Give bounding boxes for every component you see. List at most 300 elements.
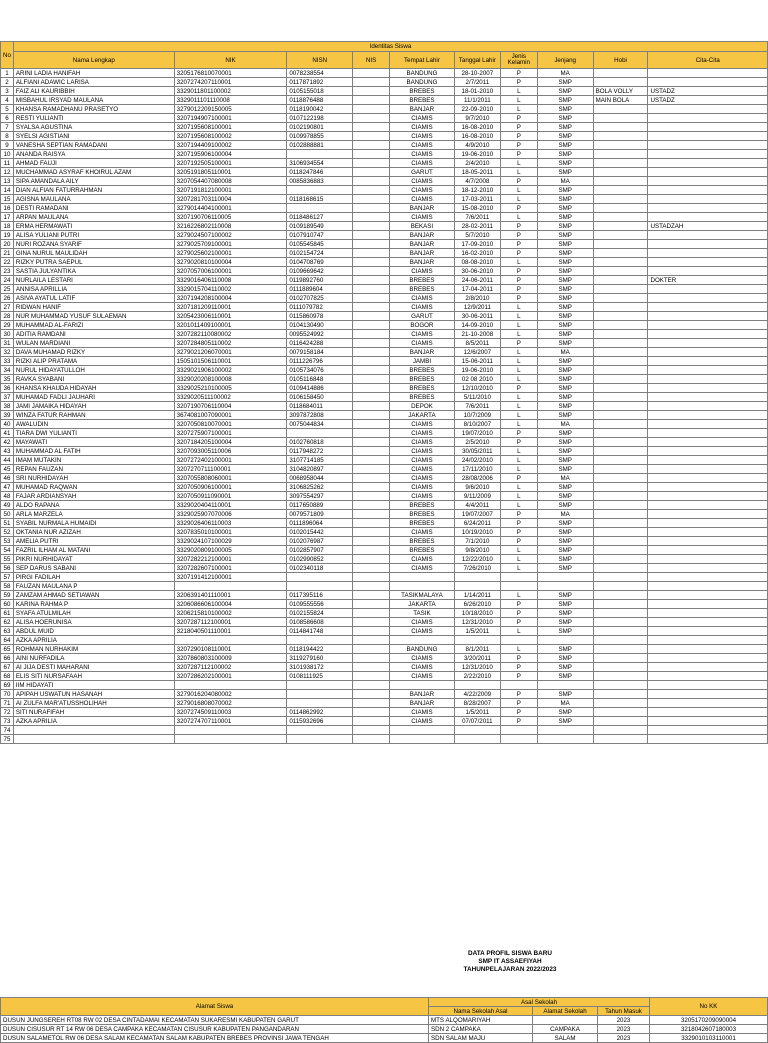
row-nisn: 0111889604: [287, 285, 353, 294]
row-tanggal-lahir: 14-09-2010: [454, 321, 500, 330]
row-jenjang: SMP: [537, 591, 593, 600]
row-nama: AGISNA MAULANA: [13, 195, 174, 204]
row-nik: 3207190706110005: [174, 213, 287, 222]
title-line-3: TAHUNPELAJARAN 2022/2023: [463, 966, 557, 973]
header-no: No: [1, 42, 14, 69]
row-nisn: 0102155824: [287, 609, 353, 618]
row-nik: 3329011101110008: [174, 96, 287, 105]
row-nik: 3279020810100004: [174, 258, 287, 267]
row-no: 71: [1, 699, 14, 708]
row-no: 52: [1, 528, 14, 537]
row-tanggal-lahir: 15-06-2011: [454, 357, 500, 366]
row-jenis-kelamin: P: [500, 663, 537, 672]
row-jenis-kelamin: P: [500, 141, 537, 150]
row-cita-cita: USTADZ: [648, 87, 768, 96]
row-tanggal-lahir: 2/22/2010: [454, 672, 500, 681]
row-no: 43: [1, 447, 14, 456]
row-no: 16: [1, 204, 14, 213]
row-no: 48: [1, 492, 14, 501]
table-row: [1, 87, 768, 96]
row-hobi: [593, 447, 648, 456]
row-no: 73: [1, 717, 14, 726]
row-hobi: [593, 348, 648, 357]
table-row: [1, 636, 768, 645]
row-tempat-lahir: CIAMIS: [390, 330, 455, 339]
row-hobi: [593, 672, 648, 681]
row-nama: MUHAMAD RAQWAN: [13, 483, 174, 492]
row-tanggal-lahir: 3/20/2011: [454, 654, 500, 663]
row-cita-cita: [648, 726, 768, 735]
row-nis: [353, 114, 390, 123]
row-cita-cita: [648, 141, 768, 150]
row-nis: [353, 573, 390, 582]
row-nik: 3207194208100004: [174, 294, 287, 303]
row-hobi: [593, 276, 648, 285]
row-tempat-lahir: BANDUNG: [390, 645, 455, 654]
row-tanggal-lahir: 4/22/2009: [454, 690, 500, 699]
row-tempat-lahir: [390, 573, 455, 582]
row-nis: [353, 537, 390, 546]
row-tempat-lahir: BREBES: [390, 519, 455, 528]
row-nama: [13, 735, 174, 744]
table-row: [1, 114, 768, 123]
row-jenis-kelamin: P: [500, 231, 537, 240]
row-hobi: [593, 177, 648, 186]
row-nisn: 0102154724: [287, 249, 353, 258]
table-row: [1, 204, 768, 213]
row-hobi: [593, 591, 648, 600]
row-nik: 3201011409100001: [174, 321, 287, 330]
row-nis: [353, 339, 390, 348]
row-cita-cita: [648, 159, 768, 168]
row-nama: SITI NURAFIFAH: [13, 708, 174, 717]
table-row: [1, 546, 768, 555]
row-jenis-kelamin: P: [500, 177, 537, 186]
row-nisn: 0117395116: [287, 591, 353, 600]
row-hobi: [593, 645, 648, 654]
row-hobi: [593, 411, 648, 420]
row-no: 35: [1, 375, 14, 384]
row-no-kk: 3218042607180003: [650, 1025, 768, 1034]
address-school-table: [0, 997, 768, 1043]
row-tempat-lahir: JAKARTA: [390, 411, 455, 420]
row-jenis-kelamin: P: [500, 510, 537, 519]
row-jenis-kelamin: [500, 573, 537, 582]
table-row: [1, 249, 768, 258]
row-jenjang: SMP: [537, 249, 593, 258]
row-cita-cita: [648, 708, 768, 717]
row-no: 42: [1, 438, 14, 447]
table-row: [1, 573, 768, 582]
row-tempat-lahir: BREBES: [390, 375, 455, 384]
row-cita-cita: [648, 510, 768, 519]
row-nama: WULAN MARDIANI: [13, 339, 174, 348]
row-nik: 3207192505100001: [174, 159, 287, 168]
row-nis: [353, 510, 390, 519]
row-cita-cita: [648, 609, 768, 618]
row-nama: ERMA HERMAWATI: [13, 222, 174, 231]
header-jenjang: Jenjang: [537, 52, 593, 69]
row-nis: [353, 654, 390, 663]
row-jenis-kelamin: L: [500, 348, 537, 357]
row-no: 15: [1, 195, 14, 204]
row-jenis-kelamin: P: [500, 708, 537, 717]
row-nis: [353, 249, 390, 258]
row-hobi: [593, 168, 648, 177]
row-jenis-kelamin: P: [500, 222, 537, 231]
row-jenis-kelamin: [500, 636, 537, 645]
row-cita-cita: [648, 636, 768, 645]
row-nama-sekolah-asal: MTS ALQOMARIYAH: [429, 1016, 533, 1025]
row-tempat-lahir: BREBES: [390, 537, 455, 546]
row-nisn: [287, 429, 353, 438]
table-row: [1, 231, 768, 240]
row-cita-cita: [648, 492, 768, 501]
row-hobi: BOLA VOLLY: [593, 87, 648, 96]
row-jenis-kelamin: L: [500, 105, 537, 114]
row-tanggal-lahir: [454, 735, 500, 744]
row-jenis-kelamin: L: [500, 420, 537, 429]
row-tempat-lahir: CIAMIS: [390, 132, 455, 141]
row-jenjang: SMP: [537, 672, 593, 681]
row-jenjang: MA: [537, 348, 593, 357]
row-no: 37: [1, 393, 14, 402]
row-tanggal-lahir: 24-06-2011: [454, 276, 500, 285]
row-no-kk: 3329010103110001: [650, 1034, 768, 1043]
row-cita-cita: [648, 717, 768, 726]
row-nik: 3207093005110006: [174, 447, 287, 456]
row-nama: SYAFA ATULMILAH: [13, 609, 174, 618]
row-tanggal-lahir: 1/5/2011: [454, 708, 500, 717]
row-tempat-lahir: CIAMIS: [390, 447, 455, 456]
table-row: [1, 312, 768, 321]
row-jenjang: SMP: [537, 690, 593, 699]
row-nis: [353, 582, 390, 591]
row-no: 44: [1, 456, 14, 465]
row-no: 13: [1, 177, 14, 186]
row-hobi: [593, 150, 648, 159]
row-nik: 3207191412100001: [174, 573, 287, 582]
row-jenjang: SMP: [537, 285, 593, 294]
header-nik: NIK: [174, 52, 287, 69]
row-jenis-kelamin: P: [500, 618, 537, 627]
row-tempat-lahir: CIAMIS: [390, 177, 455, 186]
row-cita-cita: [648, 267, 768, 276]
table-row: [1, 708, 768, 717]
row-tempat-lahir: CIAMIS: [390, 429, 455, 438]
row-no: 17: [1, 213, 14, 222]
row-tempat-lahir: GARUT: [390, 312, 455, 321]
row-nisn: 0079158184: [287, 348, 353, 357]
row-jenis-kelamin: L: [500, 159, 537, 168]
row-cita-cita: [648, 699, 768, 708]
row-nisn: 0107122198: [287, 114, 353, 123]
row-tanggal-lahir: 2/5/2010: [454, 438, 500, 447]
row-no: 32: [1, 348, 14, 357]
row-jenis-kelamin: L: [500, 96, 537, 105]
row-tempat-lahir: BANDUNG: [390, 78, 455, 87]
row-jenjang: SMP: [537, 312, 593, 321]
row-no: 49: [1, 501, 14, 510]
row-no: 31: [1, 339, 14, 348]
row-cita-cita: [648, 357, 768, 366]
row-tempat-lahir: CIAMIS: [390, 717, 455, 726]
row-cita-cita: [648, 681, 768, 690]
row-nik: 3207195906100004: [174, 150, 287, 159]
row-tanggal-lahir: 16-08-2010: [454, 123, 500, 132]
row-nik: 3207287112100002: [174, 663, 287, 672]
row-nama: AWALUDIN: [13, 420, 174, 429]
row-jenis-kelamin: L: [500, 564, 537, 573]
row-nama: ASIVA AYATUL LATIF: [13, 294, 174, 303]
row-nik: 3279016808070002: [174, 699, 287, 708]
row-nik: 3329020208100008: [174, 375, 287, 384]
row-nisn: 0109978855: [287, 132, 353, 141]
table-row: [1, 222, 768, 231]
row-nama: APIPAH USWATUN HASANAH: [13, 690, 174, 699]
row-nama: MUHAMAD FADLI JAUHARI: [13, 393, 174, 402]
header-cita-cita: Cita-Cita: [648, 52, 768, 69]
row-tanggal-lahir: 1/5/2011: [454, 627, 500, 636]
row-nisn: [287, 186, 353, 195]
header-jenis-kelamin: Jenis Kelamin: [500, 52, 537, 69]
row-nis: [353, 303, 390, 312]
row-nisn: 0102340118: [287, 564, 353, 573]
row-nisn: 0102076987: [287, 537, 353, 546]
row-nisn: 0102888881: [287, 141, 353, 150]
row-nis: [353, 348, 390, 357]
row-tanggal-lahir: 18-05-2011: [454, 168, 500, 177]
table-row: [1, 429, 768, 438]
row-tanggal-lahir: 2/7/2011: [454, 78, 500, 87]
row-cita-cita: [648, 303, 768, 312]
row-no: 57: [1, 573, 14, 582]
row-nis: [353, 141, 390, 150]
row-cita-cita: [648, 564, 768, 573]
row-jenis-kelamin: P: [500, 285, 537, 294]
row-nik: 3207284805110002: [174, 339, 287, 348]
row-cita-cita: [648, 618, 768, 627]
row-tempat-lahir: BOGOR: [390, 321, 455, 330]
row-cita-cita: [648, 78, 768, 87]
row-nis: [353, 699, 390, 708]
row-tempat-lahir: BANJAR: [390, 240, 455, 249]
row-cita-cita: [648, 555, 768, 564]
row-alamat-sekolah: SALAM: [533, 1034, 598, 1043]
row-hobi: [593, 159, 648, 168]
row-nama: SRI NURHIDAYAH: [13, 474, 174, 483]
row-nisn: 0102990852: [287, 555, 353, 564]
row-nik: 3207860803100009: [174, 654, 287, 663]
row-nama: AHMAD FAUJI: [13, 159, 174, 168]
row-tanggal-lahir: 8/10/2007: [454, 420, 500, 429]
row-jenis-kelamin: [500, 681, 537, 690]
row-nis: [353, 438, 390, 447]
row-hobi: [593, 231, 648, 240]
row-nisn: 0102190801: [287, 123, 353, 132]
row-nisn: [287, 582, 353, 591]
row-jenis-kelamin: P: [500, 294, 537, 303]
row-cita-cita: [648, 735, 768, 744]
row-jenjang: MA: [537, 177, 593, 186]
row-tempat-lahir: JAMBI: [390, 357, 455, 366]
row-nis: [353, 555, 390, 564]
row-nisn: 0079571809: [287, 510, 353, 519]
row-tempat-lahir: CIAMIS: [390, 456, 455, 465]
row-jenis-kelamin: L: [500, 411, 537, 420]
row-tempat-lahir: CIAMIS: [390, 294, 455, 303]
row-nisn: 0108111925: [287, 672, 353, 681]
table-row: [1, 681, 768, 690]
row-tempat-lahir: BANJAR: [390, 249, 455, 258]
row-no: 45: [1, 465, 14, 474]
row-cita-cita: [648, 339, 768, 348]
row-jenjang: [537, 681, 593, 690]
row-nisn: 0118876488: [287, 96, 353, 105]
row-jenjang: SMP: [537, 456, 593, 465]
row-tahun-masuk: 2023: [598, 1016, 650, 1025]
row-jenjang: SMP: [537, 411, 593, 420]
header-alamat-siswa: Alamat Siswa: [1, 998, 429, 1016]
row-jenjang: SMP: [537, 501, 593, 510]
row-tanggal-lahir: 9/8/2010: [454, 546, 500, 555]
row-jenjang: MA: [537, 699, 593, 708]
table-row: [1, 519, 768, 528]
row-tanggal-lahir: 16-08-2010: [454, 132, 500, 141]
row-tanggal-lahir: 4/7/2008: [454, 177, 500, 186]
table-row: [1, 366, 768, 375]
row-cita-cita: [648, 447, 768, 456]
row-hobi: [593, 420, 648, 429]
row-hobi: [593, 393, 648, 402]
row-jenjang: SMP: [537, 519, 593, 528]
row-tanggal-lahir: [454, 573, 500, 582]
row-tanggal-lahir: 9/11/2009: [454, 492, 500, 501]
row-nisn: 3097554297: [287, 492, 353, 501]
table-row: [1, 285, 768, 294]
table-row: [1, 96, 768, 105]
row-nisn: 0102707825: [287, 294, 353, 303]
row-jenis-kelamin: L: [500, 591, 537, 600]
row-tempat-lahir: BANJAR: [390, 105, 455, 114]
student-data-table: [0, 41, 768, 744]
row-tanggal-lahir: 30-06-2011: [454, 312, 500, 321]
row-nama: AZKA APRILIA: [13, 636, 174, 645]
row-nisn: 0075044834: [287, 420, 353, 429]
row-cita-cita: [648, 690, 768, 699]
table-row: [1, 465, 768, 474]
header-nisn: NISN: [287, 52, 353, 69]
row-jenjang: SMP: [537, 276, 593, 285]
row-nisn: 0118684011: [287, 402, 353, 411]
table-row: [1, 555, 768, 564]
row-nik: 3207050906100001: [174, 483, 287, 492]
row-cita-cita: [648, 240, 768, 249]
row-no: 9: [1, 141, 14, 150]
row-tanggal-lahir: 19/07/2007: [454, 510, 500, 519]
row-nis: [353, 483, 390, 492]
table-row: [1, 150, 768, 159]
row-tanggal-lahir: 19-06-2010: [454, 366, 500, 375]
row-jenjang: SMP: [537, 123, 593, 132]
row-cita-cita: [648, 177, 768, 186]
row-jenis-kelamin: L: [500, 483, 537, 492]
row-nis: [353, 600, 390, 609]
table-row: [1, 690, 768, 699]
row-jenis-kelamin: L: [500, 447, 537, 456]
row-jenjang: SMP: [537, 258, 593, 267]
row-tempat-lahir: BEKASI: [390, 222, 455, 231]
row-nisn: [287, 699, 353, 708]
row-nik: 3279025709100001: [174, 240, 287, 249]
table-row: [1, 591, 768, 600]
row-tanggal-lahir: 16-02-2010: [454, 249, 500, 258]
row-hobi: [593, 330, 648, 339]
row-jenis-kelamin: L: [500, 357, 537, 366]
row-nik: 3329024107100029: [174, 537, 287, 546]
row-nis: [353, 474, 390, 483]
row-nisn: [287, 726, 353, 735]
row-nis: [353, 456, 390, 465]
row-nik: 3207290108110001: [174, 645, 287, 654]
row-nama: ALISA HOERUNISA: [13, 618, 174, 627]
row-hobi: [593, 240, 648, 249]
row-nisn: 0118486127: [287, 213, 353, 222]
row-tanggal-lahir: 10/18/2010: [454, 609, 500, 618]
row-cita-cita: [648, 528, 768, 537]
row-nis: [353, 636, 390, 645]
row-no: 26: [1, 294, 14, 303]
row-hobi: [593, 708, 648, 717]
row-jenjang: SMP: [537, 600, 593, 609]
row-cita-cita: [648, 483, 768, 492]
row-nama: RESTI YULIANTI: [13, 114, 174, 123]
row-tempat-lahir: BREBES: [390, 384, 455, 393]
table-row: [1, 384, 768, 393]
row-tempat-lahir: BANJAR: [390, 204, 455, 213]
row-hobi: [593, 249, 648, 258]
row-nis: [353, 375, 390, 384]
row-no: 66: [1, 654, 14, 663]
table-row: [1, 420, 768, 429]
row-nis: [353, 177, 390, 186]
row-nama: RIZKY PUTRA SAEPUL: [13, 258, 174, 267]
row-nama: RAVKA SYABANI: [13, 375, 174, 384]
row-tempat-lahir: BANDUNG: [390, 69, 455, 78]
row-nisn: [287, 690, 353, 699]
row-nik: 3207274509110003: [174, 708, 287, 717]
table-row: [1, 132, 768, 141]
row-nik: 3207190706110004: [174, 402, 287, 411]
table-row: [1, 339, 768, 348]
row-nis: [353, 204, 390, 213]
row-nama: PIRGI FADILAH: [13, 573, 174, 582]
table-row: [1, 726, 768, 735]
row-tempat-lahir: CIAMIS: [390, 195, 455, 204]
row-tempat-lahir: BANJAR: [390, 348, 455, 357]
row-tempat-lahir: BREBES: [390, 546, 455, 555]
row-tempat-lahir: BREBES: [390, 276, 455, 285]
row-hobi: [593, 573, 648, 582]
row-nik: 3205191805110001: [174, 168, 287, 177]
table-row: [1, 1016, 768, 1025]
table-row: [1, 105, 768, 114]
row-hobi: [593, 537, 648, 546]
row-nik: [174, 582, 287, 591]
row-no: 7: [1, 123, 14, 132]
row-nis: [353, 366, 390, 375]
row-jenjang: SMP: [537, 492, 593, 501]
